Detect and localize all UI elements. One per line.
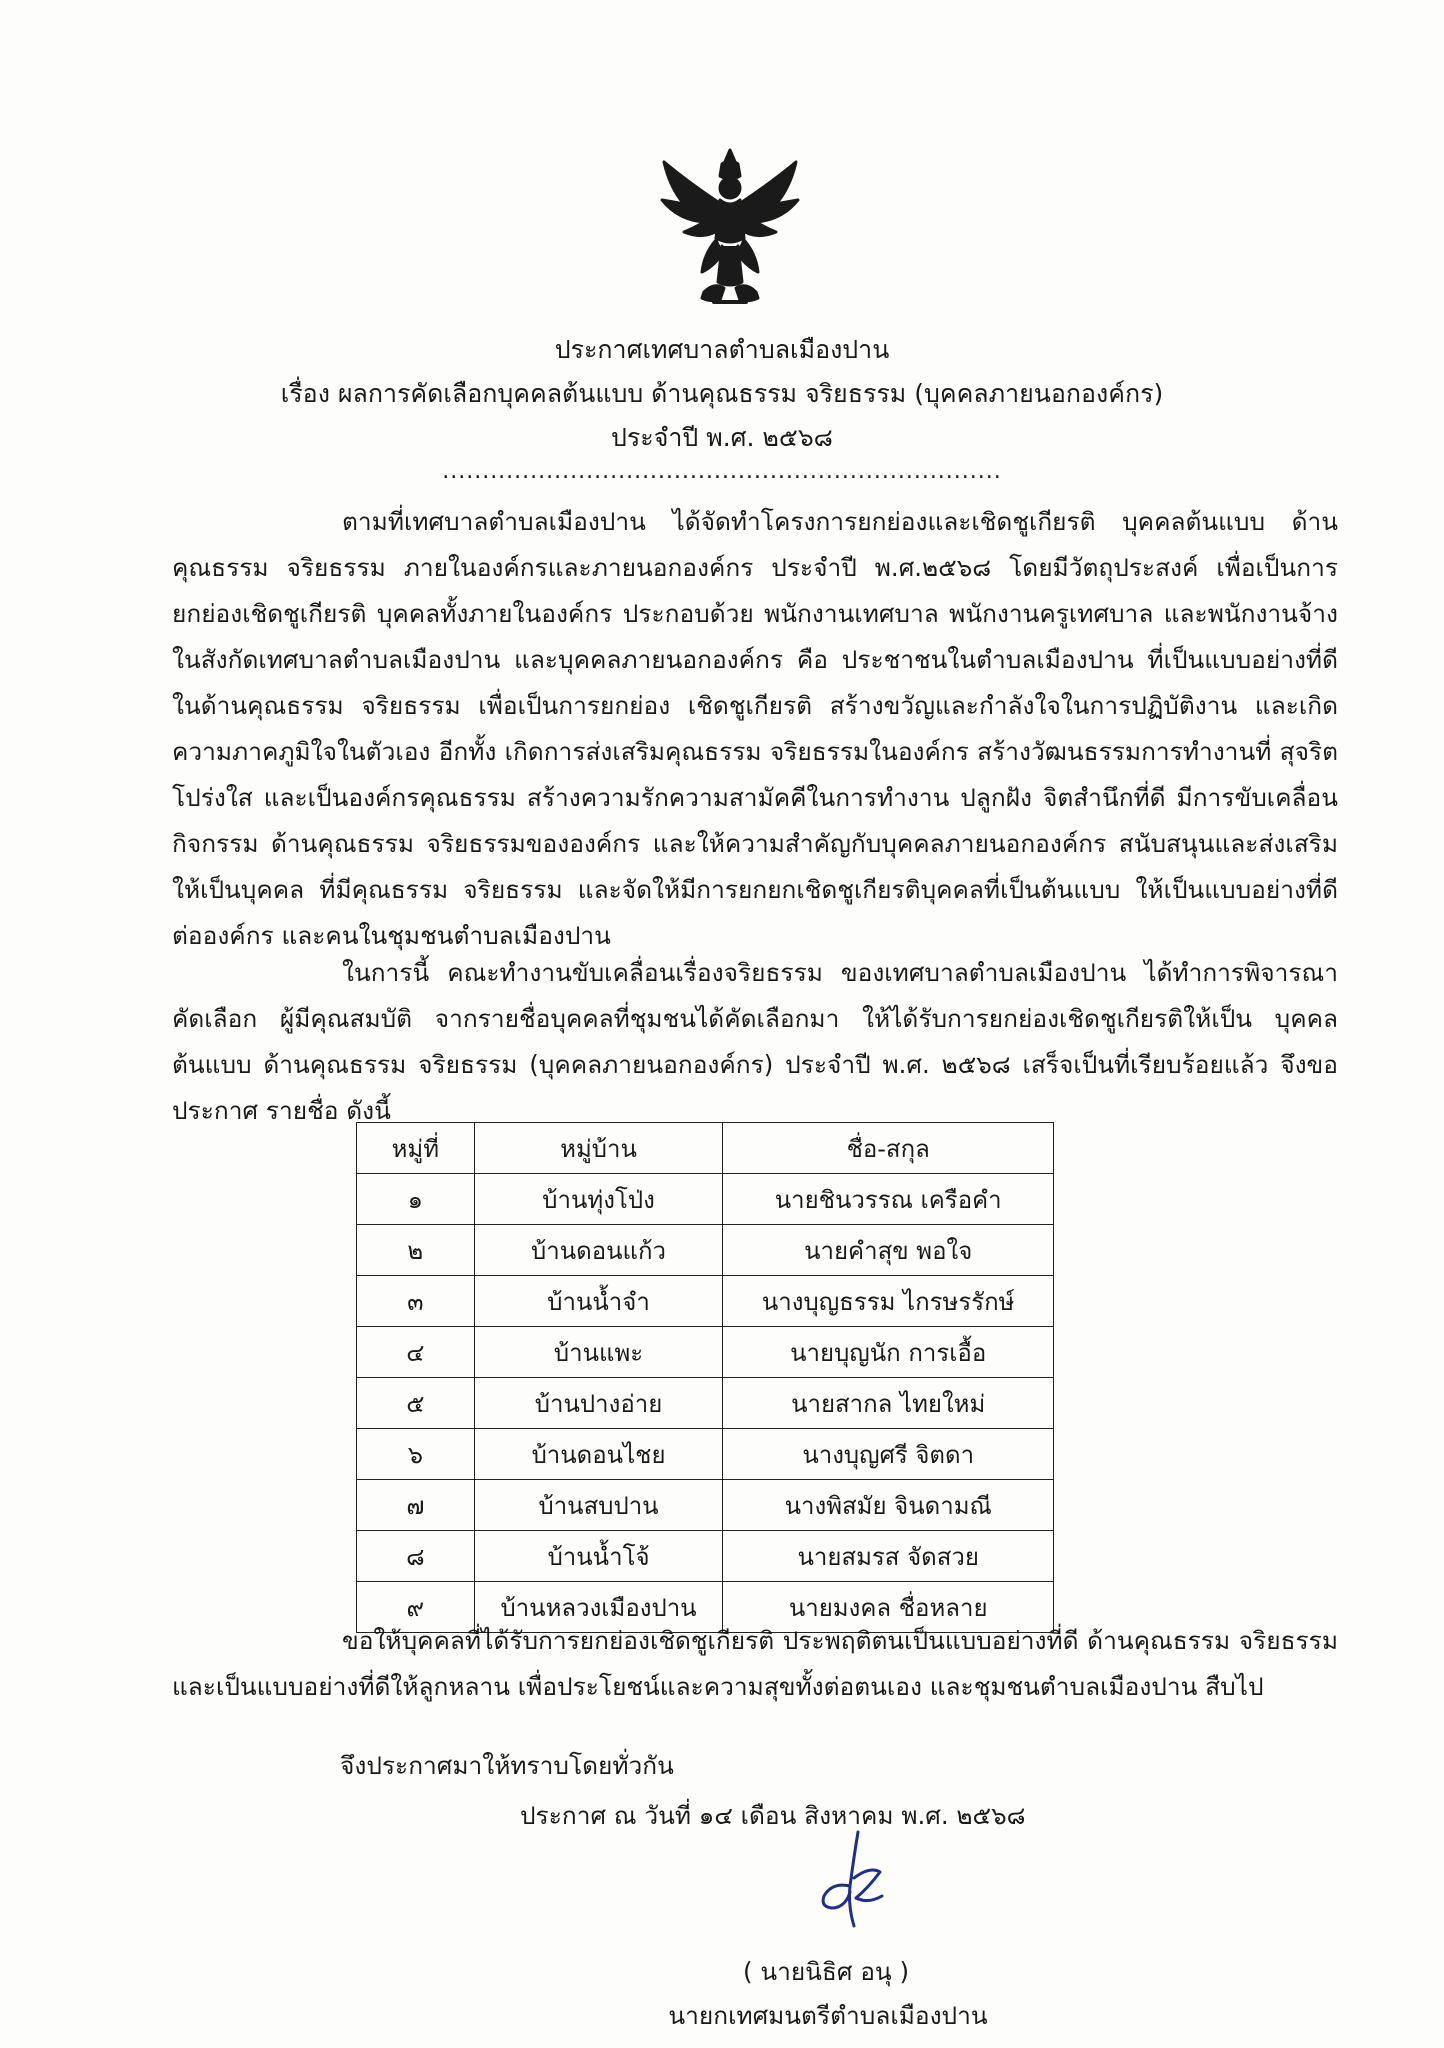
garuda-emblem-icon	[644, 142, 816, 314]
signer-name	[0, 1954, 1444, 1990]
village-cell: บ้านแพะ	[474, 1327, 723, 1378]
name-cell: นายสากล ไทยใหม่	[723, 1378, 1054, 1429]
village-cell: บ้านสบปาน	[474, 1480, 723, 1531]
paragraph-2	[172, 950, 1338, 1134]
village-no-cell: ๑	[357, 1174, 475, 1225]
handwritten-signature	[798, 1826, 898, 1938]
table-row	[357, 1531, 1054, 1582]
table-row	[357, 1225, 1054, 1276]
village-no-cell: ๗	[357, 1480, 475, 1531]
table-row	[357, 1378, 1054, 1429]
signer-position	[0, 1998, 1444, 2034]
col-header-village: หมู่บ้าน	[474, 1123, 723, 1174]
name-cell: นางบุญศรี จิตดา	[723, 1429, 1054, 1480]
closing-announce: จึงประกาศมาให้ทราบโดยทั่วกัน	[340, 1751, 674, 1780]
name-cell: นางพิสมัย จินดามณี	[723, 1480, 1054, 1531]
table-row	[357, 1174, 1054, 1225]
village-cell: บ้านปางอ่าย	[474, 1378, 723, 1429]
announcement-date: ประกาศ ณ วันที่ ๑๔ เดือน สิงหาคม พ.ศ. ๒๕๖๘	[520, 1801, 1026, 1830]
paragraph-1-text: ตามที่เทศบาลตำบลเมืองปาน ได้จัดทำโครงการยกย่องและเชิดชูเกียรติ บุคคลต้นแบบ ด้านคุณธรรม จริยธรรม ภายในองค์กรและภายนอกองค์กร ประจำปี พ.ศ.๒๕๖๘ โดยมีวัตถุประสงค์ เพื่อเป็นการยกย่องเชิดชูเกียรติ บุคคลทั้งภายในองค์กร ประกอบด้วย พนักงานเทศบาล พนักงานครูเทศบาล และพนักงานจ้าง ในสังกัดเทศบาลตำบลเมืองปาน และบุคคลภายนอกองค์กร คือ ประชาชนในตำบลเมืองปาน ที่เป็นแบบอย่างที่ดี ในด้านคุณธรรม จริยธรรม เพื่อเป็นการยกย่อง เชิดชูเกียรติ สร้างขวัญและกำลังใจในการปฏิบัติงาน และเกิดความภาคภูมิใจในตัวเอง อีกทั้ง เกิดการส่งเสริมคุณธรรม จริยธรรมในองค์กร สร้างวัฒนธรรมการทำงานที่ สุจริต โปร่งใส และเป็นองค์กรคุณธรรม สร้างความรักความสามัคคีในการทำงาน ปลูกฝัง จิตสำนึกที่ดี มีการขับเคลื่อนกิจกรรม ด้านคุณธรรม จริยธรรมขององค์กร และให้ความสำคัญกับบุคคลภายนอกองค์กร สนับสนุนและส่งเสริมให้เป็นบุคคล ที่มีคุณธรรม จริยธรรม และจัดให้มีการยกยกเชิดชูเกียรติบุคคลที่เป็นต้นแบบ ให้เป็นแบบอย่างที่ดีต่อองค์กร และคนในชุมชนตำบลเมืองปาน	[172, 507, 1338, 950]
village-cell: บ้านน้ำจำ	[474, 1276, 723, 1327]
paragraph-2-text: ในการนี้ คณะทำงานขับเคลื่อนเรื่องจริยธรรม ของเทศบาลตำบลเมืองปาน ได้ทำการพิจารณา คัดเลือก ผู้มีคุณสมบัติ จากรายชื่อบุคคลที่ชุมชนได้คัดเลือกมา ให้ได้รับการยกย่องเชิดชูเกียรติให้เป็น บุคคลต้นแบบ ด้านคุณธรรม จริยธรรม (บุคคลภายนอกองค์กร) ประจำปี พ.ศ. ๒๕๖๘ เสร็จเป็นที่เรียบร้อยแล้ว จึงขอประกาศ รายชื่อ ดังนี้	[172, 958, 1338, 1125]
village-cell: บ้านดอนแก้ว	[474, 1225, 723, 1276]
paragraph-1	[172, 499, 1338, 959]
table-header-row	[357, 1123, 1054, 1174]
name-cell: นายมงคล ชื่อหลาย	[723, 1582, 1054, 1633]
table-row	[357, 1327, 1054, 1378]
name-cell: นายคำสุข พอใจ	[723, 1225, 1054, 1276]
announcement-issuer: ประกาศเทศบาลตำบลเมืองปาน	[554, 335, 890, 364]
village-cell: บ้านทุ่งโป่ง	[474, 1174, 723, 1225]
table-row	[357, 1480, 1054, 1531]
honorees-table	[356, 1122, 1054, 1633]
signer-position-text: นายกเทศมนตรีตำบลเมืองปาน	[668, 2001, 988, 2030]
village-no-cell: ๖	[357, 1429, 475, 1480]
village-cell: บ้านน้ำโจ้	[474, 1531, 723, 1582]
col-header-village-no: หมู่ที่	[357, 1123, 475, 1174]
separator: ......................................................................	[442, 459, 1002, 484]
village-no-cell: ๓	[357, 1276, 475, 1327]
col-header-name: ชื่อ-สกุล	[723, 1123, 1054, 1174]
name-cell: นางบุญธรรม ไกรษรรักษ์	[723, 1276, 1054, 1327]
village-no-cell: ๙	[357, 1582, 475, 1633]
announcement-year: ประจำปี พ.ศ. ๒๕๖๘	[611, 423, 833, 452]
village-no-cell: ๕	[357, 1378, 475, 1429]
village-no-cell: ๔	[357, 1327, 475, 1378]
signer-name-text: ( นายนิธิศ อนุ )	[742, 1957, 910, 1986]
name-cell: นายบุญนัก การเอื้อ	[723, 1327, 1054, 1378]
paragraph-3	[172, 1618, 1338, 1710]
table-row	[357, 1276, 1054, 1327]
paragraph-3-text: ขอให้บุคคลที่ได้รับการยกย่องเชิดชูเกียรติ ประพฤติตนเป็นแบบอย่างที่ดี ด้านคุณธรรม จริยธรรม และเป็นแบบอย่างที่ดีให้ลูกหลาน เพื่อประโยชน์และความสุขทั้งต่อตนเอง และชุมชนตำบลเมืองปาน สืบไป	[172, 1626, 1338, 1701]
village-no-cell: ๒	[357, 1225, 475, 1276]
village-cell: บ้านดอนไชย	[474, 1429, 723, 1480]
table-row	[357, 1429, 1054, 1480]
village-cell: บ้านหลวงเมืองปาน	[474, 1582, 723, 1633]
announcement-subject: เรื่อง ผลการคัดเลือกบุคคลต้นแบบ ด้านคุณธรรม จริยธรรม (บุคคลภายนอกองค์กร)	[280, 379, 1164, 408]
village-no-cell: ๘	[357, 1531, 475, 1582]
name-cell: นายชินวรรณ เครือคำ	[723, 1174, 1054, 1225]
name-cell: นายสมรส จัดสวย	[723, 1531, 1054, 1582]
